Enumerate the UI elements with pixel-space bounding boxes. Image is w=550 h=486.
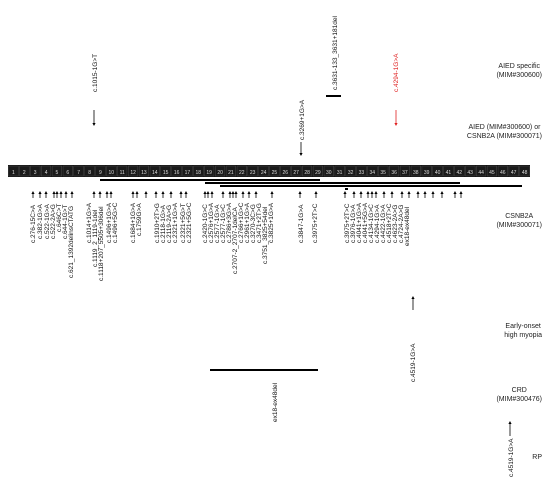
exon-label-33: 33 — [358, 170, 365, 176]
exon-label-16: 16 — [173, 170, 180, 176]
exon-label-47: 47 — [510, 170, 517, 176]
category-crd — [496, 386, 542, 404]
variant-myopia: c.4519-1G>A — [410, 343, 417, 382]
csnb-variant-19: c.2321+5G>C — [186, 202, 193, 243]
exon-label-15: 15 — [162, 170, 169, 176]
exon-label-45: 45 — [489, 170, 495, 176]
csnb-arrowhead-28 — [247, 191, 250, 194]
category-rp-line1: RP — [532, 454, 542, 461]
csnb-arrowhead-7 — [70, 191, 73, 194]
csnb-variant-13: c.1759G>A — [136, 202, 143, 236]
csnb-arrowhead-46 — [440, 191, 443, 194]
csnb-arrowhead-25 — [231, 191, 234, 194]
myopia-arrowhead — [411, 296, 414, 299]
csnb-arrowhead-23 — [221, 191, 224, 194]
csnb-variant-43: c.4724-2A>G — [398, 204, 405, 243]
csnb-variant-10: c.1496+1G>A — [106, 202, 113, 243]
csnb-variant-18: c.2321+5G>T — [180, 202, 187, 243]
csnb-arrowhead-21 — [206, 191, 209, 194]
exon-label-30: 30 — [326, 170, 332, 176]
csnb-variant-7: c.1014+1G>A — [86, 202, 93, 243]
csnb-arrowhead-20 — [203, 191, 206, 194]
exon-label-1: 1 — [12, 170, 15, 176]
csnb-arrowhead-6 — [64, 191, 67, 194]
top-arrowhead-1 — [299, 153, 302, 156]
exon-label-7: 7 — [77, 170, 81, 176]
exon-label-5: 5 — [55, 170, 59, 176]
csnb-variant-23: c.2577-1G>C — [220, 203, 227, 243]
variant-top-4: c.4294-1G>A — [393, 53, 400, 92]
csnb-arrowhead-34 — [352, 191, 355, 194]
exon-label-48: 48 — [521, 170, 528, 176]
csnb-variant-21: c.2576+1G>A — [208, 202, 215, 243]
exon-label-38: 38 — [413, 170, 419, 176]
category-crd-line2: (MIM#300476) — [496, 396, 542, 403]
exon-label-42: 42 — [456, 170, 463, 176]
exon-label-14: 14 — [152, 170, 158, 176]
csnb-variant-40: c.4422-1G>A — [380, 204, 387, 243]
exon-label-27: 27 — [293, 170, 299, 176]
csnb-arrowhead-43 — [416, 191, 419, 194]
exon-label-12: 12 — [130, 170, 136, 176]
csnb-variant-11: c.1496+5G>C — [112, 202, 119, 243]
csnb-variant-29: c.3471+2T>G — [256, 202, 263, 243]
csnb-arrowhead-35 — [359, 191, 362, 194]
csnb-arrowhead-17 — [169, 191, 172, 194]
csnb-arrowhead-8 — [92, 191, 95, 194]
csnb-arrowhead-41 — [400, 191, 403, 194]
csnb-arrowhead-38 — [374, 191, 377, 194]
csnb-variant-0: c.276-15C>A — [30, 204, 37, 243]
exon-label-6: 6 — [66, 170, 70, 176]
csnb-variant-14: c.1910+2T>G — [154, 202, 161, 243]
csnb-variant-33: c.3975+2T>C — [312, 203, 319, 243]
csnb-arrowhead-13 — [135, 191, 138, 194]
csnb-variant-24: c.2786+3G>A — [226, 202, 233, 243]
csnb-arrowhead-4 — [55, 191, 58, 194]
top-arrowhead-2 — [394, 123, 397, 126]
csnb-variant-15: c.2118-1G>A — [160, 204, 167, 243]
csnb-arrowhead-24 — [228, 191, 231, 194]
csnb-variant-31: c.3825+1G>A — [268, 202, 275, 243]
exon-label-35: 35 — [380, 170, 386, 176]
csnb-arrowhead-27 — [241, 191, 244, 194]
csnb-arrowhead-5 — [59, 191, 62, 194]
csnb-variant-9: c.1118+207_5505+306del — [98, 206, 105, 281]
category-csnb-line2: (MIM#300071) — [496, 222, 542, 229]
csnb-variant-17: c.2321+1G>A — [172, 202, 179, 243]
exon-label-13: 13 — [141, 170, 147, 176]
csnb-variant-30: c.3751_3825+54del — [262, 206, 269, 264]
category-aied-csnb-line2: CSNB2A (MIM#300071) — [466, 133, 542, 140]
csnb-arrowhead-39 — [382, 191, 385, 194]
csnb-arrowhead-10 — [105, 191, 108, 194]
exon-label-11: 11 — [119, 170, 125, 176]
exon-label-28: 28 — [304, 170, 310, 176]
csnb-variant-27: c.2961+1G>A — [244, 202, 251, 243]
category-aied-csnb — [467, 123, 542, 141]
csnb-variant-42: c.4623-2A>G — [392, 204, 399, 243]
exon-label-39: 39 — [423, 170, 430, 176]
csnb-variant-26: c.2766+1G>C — [238, 202, 245, 243]
csnb-arrowhead-48 — [459, 191, 462, 194]
csnb-arrowhead-40 — [390, 191, 393, 194]
csnb-arrowhead-32 — [314, 191, 317, 194]
exon-label-17: 17 — [184, 170, 191, 176]
csnb-variant-36: c.4041+1G>A — [356, 202, 363, 243]
variant-rp: c.4519-1G>A — [508, 438, 515, 477]
csnb-variant-32: c.3847-1G>A — [298, 204, 305, 243]
csnb-arrowhead-0 — [31, 191, 34, 194]
exon-label-44: 44 — [478, 170, 484, 176]
exon-label-26: 26 — [282, 170, 289, 176]
csnb-arrowhead-36 — [366, 191, 369, 194]
rp-arrowhead — [508, 421, 511, 424]
csnb-arrowhead-11 — [109, 191, 112, 194]
category-csnb-line1: CSNB2A — [505, 213, 534, 220]
csnb-arrowhead-37 — [370, 191, 373, 194]
csnb-variant-6: c.621_1392delinsCTATG — [68, 205, 75, 278]
csnb-arrowhead-14 — [144, 191, 147, 194]
csnb-variant-16: c.2119-2A>G — [166, 204, 173, 243]
exon-label-37: 37 — [402, 170, 408, 176]
csnb-variant-2: c.522-1G>A — [44, 204, 51, 239]
csnb-arrowhead-19 — [184, 191, 187, 194]
exon-label-29: 29 — [315, 170, 321, 176]
top-arrowhead-0 — [92, 123, 95, 126]
csnb-variant-38: c.4134-1G>C — [368, 203, 375, 243]
exon-label-46: 46 — [500, 170, 506, 176]
csnb-variant-37: c.4041+5G>A — [362, 202, 369, 243]
csnb-arrowhead-44 — [423, 191, 426, 194]
csnb-arrowhead-18 — [179, 191, 182, 194]
exon-label-4: 4 — [44, 170, 48, 176]
csnb-variant-41: c.4518+2T>C — [386, 203, 393, 243]
exon-label-23: 23 — [249, 170, 256, 176]
category-crd-line1: CRD — [511, 387, 527, 394]
csnb-variant-1: c.382-1G>A — [37, 204, 44, 239]
exon-label-3: 3 — [33, 170, 37, 176]
csnb-arrowhead-42 — [407, 191, 410, 194]
category-myopia-line1: Early-onset — [505, 323, 541, 330]
csnb-arrowhead-30 — [270, 191, 273, 194]
exon-label-36: 36 — [391, 170, 397, 176]
csnb-arrowhead-15 — [154, 191, 157, 194]
exon-label-10: 10 — [108, 170, 115, 176]
exon-label-24: 24 — [260, 170, 267, 176]
category-myopia-line2: high myopia — [504, 332, 542, 339]
category-aied — [496, 62, 542, 80]
csnb-arrowhead-9 — [98, 191, 101, 194]
category-rp — [532, 453, 542, 462]
variant-top-3: c.3631-133_3631+181del — [332, 16, 339, 90]
csnb-variant-25: c.2707-2_2707-1delCA — [232, 207, 239, 274]
exon-label-32: 32 — [347, 170, 354, 176]
category-csnb — [496, 212, 542, 230]
csnb-arrowhead-47 — [453, 191, 456, 194]
exon-label-9: 9 — [99, 170, 102, 176]
csnb-variant-4: c.646C>T — [56, 203, 63, 232]
csnb-variant-22: c.2577-1G>A — [214, 204, 221, 243]
variant-top-1: c.1015-1G>T — [92, 53, 99, 92]
category-aied-line1: AIED specific — [498, 63, 541, 70]
exon-label-40: 40 — [434, 170, 441, 176]
csnb-variant-39: c.4294-1G>A — [374, 204, 381, 243]
exon-label-20: 20 — [217, 170, 223, 176]
variant-crd: ex18-ex48del — [272, 382, 279, 422]
exon-label-21: 21 — [228, 170, 234, 176]
exon-track — [8, 165, 530, 177]
csnb-variant-44: ex18-ex48del — [404, 206, 411, 246]
exon-label-31: 31 — [336, 170, 343, 176]
csnb-arrowhead-3 — [52, 191, 55, 194]
exon-label-19: 19 — [206, 170, 212, 176]
csnb-variant-20: c.2420-1G>C — [202, 203, 209, 243]
csnb-arrowhead-31 — [298, 191, 301, 194]
csnb-arrowhead-22 — [210, 191, 213, 194]
exon-label-2: 2 — [22, 170, 26, 176]
csnb-arrowhead-2 — [44, 191, 47, 194]
csnb-arrowhead-16 — [161, 191, 164, 194]
csnb-arrowhead-26 — [234, 191, 237, 194]
csnb-variant-3: c.522-2A>G — [50, 204, 57, 239]
csnb-arrowhead-1 — [38, 191, 41, 194]
category-aied-csnb-line1: AIED (MIM#300600) or — [468, 124, 541, 131]
category-aied-line2: (MIM#300600) — [496, 72, 542, 79]
exon-label-43: 43 — [467, 170, 473, 176]
csnb-variant-8: c.1119_2_1119-1del — [92, 209, 99, 267]
category-myopia — [504, 322, 542, 340]
csnb-variant-28: c.3270-3C>G — [250, 203, 257, 243]
csnb-variant-5: c.644-1G>T — [62, 204, 69, 239]
exon-label-22: 22 — [239, 170, 245, 176]
exon-label-8: 8 — [88, 170, 91, 176]
exon-label-41: 41 — [445, 170, 452, 176]
csnb-arrowhead-29 — [254, 191, 257, 194]
exon-label-34: 34 — [369, 170, 376, 176]
csnb-variant-12: c.1684+1G>A — [130, 202, 137, 243]
csnb-arrowhead-12 — [131, 191, 134, 194]
exon-label-25: 25 — [271, 170, 278, 176]
csnb-variant-35: c.3976-1G>A — [350, 204, 357, 243]
variant-top-2: c.3269+1G>A — [299, 99, 306, 140]
csnb-arrowhead-33 — [343, 191, 346, 194]
csnb-variant-34: c.3975+2T>C — [344, 203, 351, 243]
exon-label-18: 18 — [195, 170, 202, 176]
csnb-arrowhead-45 — [431, 191, 434, 194]
